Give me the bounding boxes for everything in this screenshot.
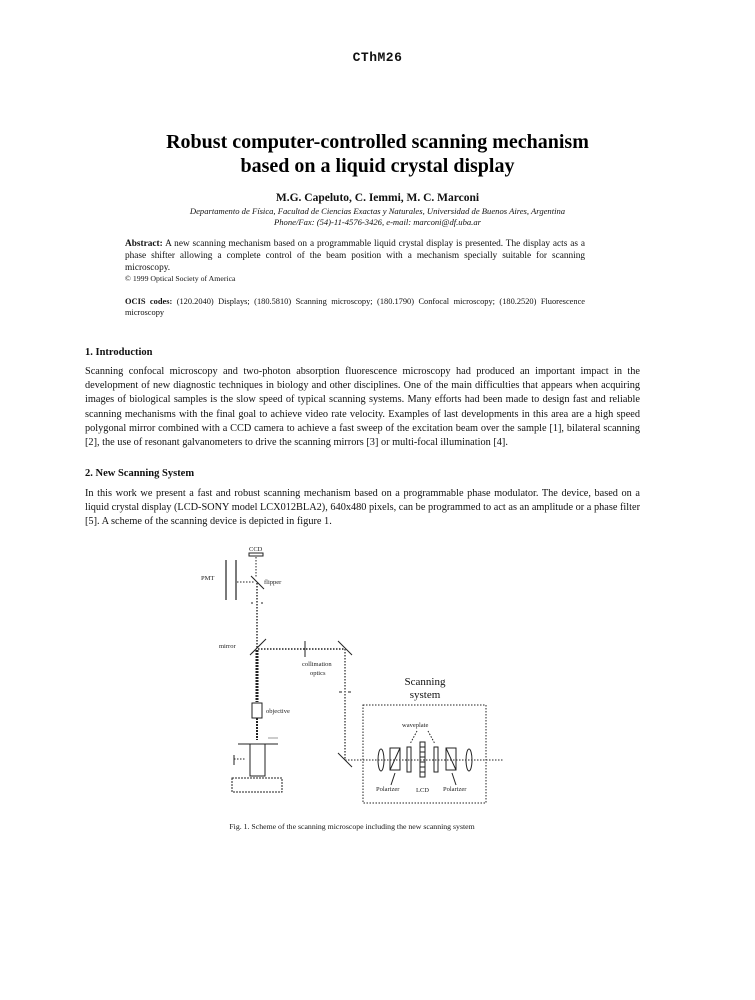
section-body-new-scanning-system: In this work we present a fast and robust scanning mechanism based on a programmable phase modulator. The device, based on a liquid crystal display (LCD-SONY model LCX012BLA2), 640x480 pixels, can be programmed to act as an amplitude or a phase filter [5]. A scheme of the scanning device is depicted in figure 1. bbox=[85, 488, 640, 528]
copyright: © 1999 Optical Society of America bbox=[125, 274, 236, 283]
label-waveplate: waveplate bbox=[402, 722, 429, 729]
page-code: CThM26 bbox=[352, 50, 403, 65]
label-polarizer-left: Polarizer bbox=[376, 786, 400, 793]
section-body-introduction: Scanning confocal microscopy and two-photon absorption fluorescence microscopy had produced an important impact in the development of new diagnostic techniques in biology and other disciplines. One of the main difficulties that appears when acquiring images of biological samples is the slow speed of typical scanning systems. Many efforts had been made to design fast and reliable scanning mechanisms with the final goal to achieve video rate velocity. Examples of last developments in this area are a high speed polygonal mirror combined with a CCD camera to achieve a fast sweep of the excitation beam over the sample [1], bilateral scanning [2], the use of resonant galvanometers to drive the scanning mirrors [3] or multi-focal illumination [4]. bbox=[85, 366, 640, 449]
title-line-1: Robust computer-controlled scanning mechanism bbox=[166, 131, 589, 153]
label-mirror: mirror bbox=[219, 643, 236, 650]
affiliation-line-1: Departamento de Física, Facultad de Ciencias Exactas y Naturales, Universidad de Buenos Aires, Argentina bbox=[189, 206, 566, 216]
label-system: system bbox=[409, 689, 441, 701]
label-objective: objective bbox=[266, 708, 290, 715]
section-heading-introduction: 1. Introduction bbox=[85, 347, 153, 358]
label-collimation: collimation bbox=[302, 661, 332, 668]
label-polarizer-right: Polarizer bbox=[443, 786, 467, 793]
paper-title bbox=[0, 130, 755, 178]
ocis-label: OCIS codes: bbox=[125, 297, 173, 306]
figure-caption: Fig. 1. Scheme of the scanning microscope including the new scanning system bbox=[229, 822, 475, 831]
authors: M.G. Capeluto, C. Iemmi, M. C. Marconi bbox=[275, 192, 480, 204]
contact-line: Phone/Fax: (54)-11-4576-3426, e-mail: marconi@df.uba.ar bbox=[274, 217, 481, 227]
label-ccd: CCD bbox=[249, 546, 263, 553]
section-heading-new-scanning-system: 2. New Scanning System bbox=[85, 468, 195, 479]
label-scanning: Scanning bbox=[404, 676, 446, 688]
abstract-label: Abstract: bbox=[125, 239, 163, 249]
label-flipper: flipper bbox=[264, 579, 282, 586]
label-pmt: PMT bbox=[201, 575, 215, 582]
affiliation bbox=[0, 206, 755, 228]
abstract-text: A new scanning mechanism based on a programmable liquid crystal display is presented. The display acts as a phase shifter allowing a complete control of the beam position with a mechanism specially suitable for scanning microscopy. bbox=[125, 239, 585, 273]
ocis-codes bbox=[125, 296, 585, 318]
title-line-2: based on a liquid crystal display bbox=[240, 155, 515, 177]
ocis-text: (120.2040) Displays; (180.5810) Scanning microscopy; (180.1790) Confocal microscopy; (180.2520) Fluorescence microscopy bbox=[125, 297, 586, 317]
label-lcd: LCD bbox=[416, 787, 429, 794]
abstract bbox=[125, 238, 585, 284]
label-optics: optics bbox=[310, 670, 326, 677]
